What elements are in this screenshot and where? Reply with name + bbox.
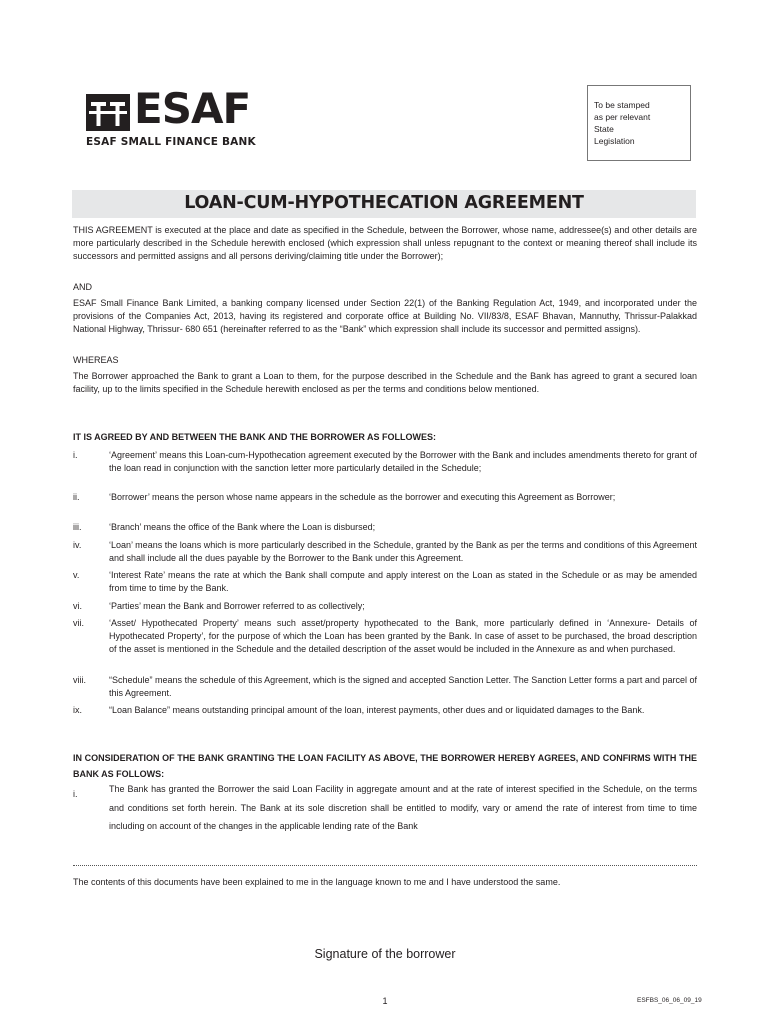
signature-label: Signature of the borrower — [314, 947, 456, 961]
definition-schedule: “Schedule” means the schedule of this Agreement, which is the signed and accepted Sanction Letter. The Sanction Letter forms a part and parcel of this Agreement. — [109, 675, 697, 698]
stamp-line: as per relevant — [594, 112, 651, 122]
definition-branch: ‘Branch’ means the office of the Bank where the Loan is disbursed; — [109, 522, 376, 532]
consideration-clause: The Bank has granted the Borrower the said Loan Facility in aggregate amount and at the rate of interest specified in the Schedule, on the terms and conditions set forth herein. The Bank at its sole discretion shall be entitled to modify, vary or amend the rate of interest from time to time including on account of the changes in the applicable lending rate of the Bank — [109, 784, 697, 831]
stamp-line: Legislation — [594, 136, 635, 146]
definition-loan-balance: “Loan Balance” means outstanding principal amount of the loan, interest payments, other dues and or liquidated damages to the Bank. — [109, 705, 645, 715]
definition-number: viii. — [73, 675, 86, 685]
stamp-box — [587, 85, 691, 161]
definition-number: i. — [73, 450, 78, 460]
definition-number: ix. — [73, 705, 82, 715]
definition-loan: ‘Loan’ means the loans which is more particularly described in the Schedule, granted by the Bank as per the terms and conditions of this Agreement and shall include all the dues payable by the Borrower to the Bank under this Agreement. — [109, 540, 697, 563]
definition-number: iii. — [73, 522, 82, 532]
intro-paragraph-bank: ESAF Small Finance Bank Limited, a banking company licensed under Section 22(1) of the Banking Regulation Act, 1949, and incorporated under the provisions of the Companies Act, 2013, having its registered and corporate office at Building No. VII/83/8, ESAF Bhavan, Mannuthy, Thrissur-Palakkad National Highway, Thrissur- 680 651 (hereinafter referred to as the “Bank” which expression shall include its successor and permitted assigns). — [73, 298, 697, 334]
definition-number: ii. — [73, 492, 80, 502]
page-number: 1 — [382, 996, 388, 1006]
acknowledgement-note: The contents of this documents have been explained to me in the language known to me and I have understood the same. — [73, 877, 561, 887]
logo-wordmark: ESAF — [134, 84, 251, 133]
consideration-number: i. — [73, 789, 78, 799]
intro-whereas: WHEREAS — [73, 355, 119, 365]
definition-agreement: ‘Agreement’ means this Loan-cum-Hypothecation agreement executed by the Borrower with the Bank and includes amendments thereto for grant of the loan read in conjunction with the sanction letter more particularly detailed in the Schedule; — [109, 450, 697, 473]
stamp-line: State — [594, 124, 614, 134]
intro-paragraph-parties: THIS AGREEMENT is executed at the place and date as specified in the Schedule, between the Borrower, whose name, addressee(s) and other details are more particularly described in the Schedule herewith enclosed (which expression shall unless repugnant to the context or meaning thereof shall include its successors and permitted assigns and all persons deriving/claiming title under the Borrower); — [73, 225, 697, 261]
document-title: LOAN-CUM-HYPOTHECATION AGREEMENT — [184, 193, 584, 213]
definition-asset: ‘Asset/ Hypothecated Property’ means such asset/property hypothecated to the Bank, more particularly defined in ‘Annexure- Details of Hypothecated Property’, for the purpose of which the Loan has been granted by the Bank. In case of asset to be purchased, the broad description of the asset is mentioned in the Schedule and the detailed description of the asset would be included in the Annexure as and when purchased. — [109, 618, 697, 654]
definition-number: vii. — [73, 618, 84, 628]
intro-paragraph-purpose: The Borrower approached the Bank to grant a Loan to them, for the purpose described in the Schedule and the Bank has agreed to grant a secured loan facility, up to the limits specified in the Schedule herewith enclosed as per the terms and conditions below mentioned. — [73, 371, 697, 394]
logo-mark-icon — [86, 94, 130, 131]
definition-number: iv. — [73, 540, 82, 550]
agreed-heading: IT IS AGREED BY AND BETWEEN THE BANK AND THE BORROWER AS FOLLOWES: — [73, 432, 437, 442]
footer-divider — [73, 865, 697, 866]
document-code: ESFBS_06_06_09_19 — [637, 997, 702, 1004]
definition-borrower: ‘Borrower’ means the person whose name appears in the schedule as the borrower and executing this Agreement as Borrower; — [109, 492, 616, 502]
stamp-line: To be stamped — [594, 100, 650, 110]
esaf-logo — [86, 84, 258, 152]
definition-number: vi. — [73, 601, 82, 611]
definition-parties: ‘Parties’ mean the Bank and Borrower referred to as collectively; — [109, 601, 365, 611]
consideration-heading: IN CONSIDERATION OF THE BANK GRANTING THE LOAN FACILITY AS ABOVE, THE BORROWER HEREBY AGREES, AND CONFIRMS WITH THE BANK AS FOLLOWS: — [73, 753, 697, 779]
definition-interest-rate: ‘Interest Rate’ means the rate at which the Bank shall compute and apply interest on the Loan as stated in the Schedule or as may be amended from time to time by the Bank. — [109, 570, 697, 593]
definition-number: v. — [73, 570, 80, 580]
logo-subtitle: ESAF SMALL FINANCE BANK — [86, 136, 256, 148]
intro-and: AND — [73, 282, 93, 292]
